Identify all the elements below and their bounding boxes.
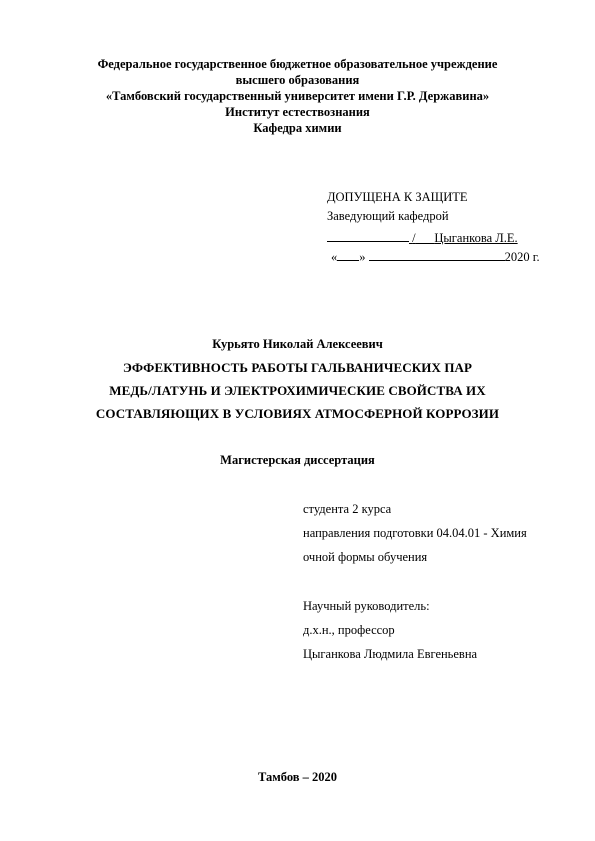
- university-name: «Тамбовский государственный университет имени Г.Р. Державина»: [105, 89, 490, 103]
- month-blank: [369, 247, 505, 261]
- date-open-quote: «: [331, 250, 338, 264]
- head-of-department-name: Цыганкова Л.Е.: [434, 231, 518, 245]
- supervisor-label: Научный руководитель:: [303, 599, 430, 613]
- approval-year: 2020 г.: [504, 250, 540, 264]
- institution-line-1: Федеральное государственное бюджетное образовательное учреждение: [97, 57, 498, 71]
- institution-line-2: высшего образования: [235, 73, 360, 87]
- institute-name: Институт естествознания: [225, 105, 370, 119]
- supervisor-name: Цыганкова Людмила Евгеньевна: [303, 647, 478, 661]
- signature-blank: [327, 228, 409, 242]
- approval-heading: ДОПУЩЕНА К ЗАЩИТЕ: [327, 190, 468, 204]
- date-close-quote: »: [359, 250, 366, 264]
- work-type: Магистерская диссертация: [220, 453, 375, 467]
- student-program: направления подготовки 04.04.01 - Химия: [303, 526, 527, 540]
- city-year: Тамбов – 2020: [257, 770, 338, 784]
- supervisor-degree: д.х.н., профессор: [303, 623, 395, 637]
- student-study-form: очной формы обучения: [303, 550, 428, 564]
- signature-separator: / Цыганкова Л.Е.: [412, 231, 518, 245]
- approval-date-line: [331, 247, 540, 265]
- author-name: Курьято Николай Алексеевич: [212, 337, 383, 351]
- thesis-title-line-3: СОСТАВЛЯЮЩИХ В УСЛОВИЯХ АТМОСФЕРНОЙ КОРРОЗИИ: [95, 406, 500, 421]
- department-name: Кафедра химии: [253, 121, 342, 135]
- thesis-title-line-2: МЕДЬ/ЛАТУНЬ И ЭЛЕКТРОХИМИЧЕСКИЕ СВОЙСТВА ИХ: [109, 383, 486, 398]
- approval-role: Заведующий кафедрой: [327, 209, 449, 223]
- student-year: студента 2 курса: [303, 502, 392, 516]
- thesis-title-line-1: ЭФФЕКТИВНОСТЬ РАБОТЫ ГАЛЬВАНИЧЕСКИХ ПАР: [122, 360, 473, 375]
- approval-signature-line: [327, 228, 518, 246]
- day-blank: [337, 247, 359, 261]
